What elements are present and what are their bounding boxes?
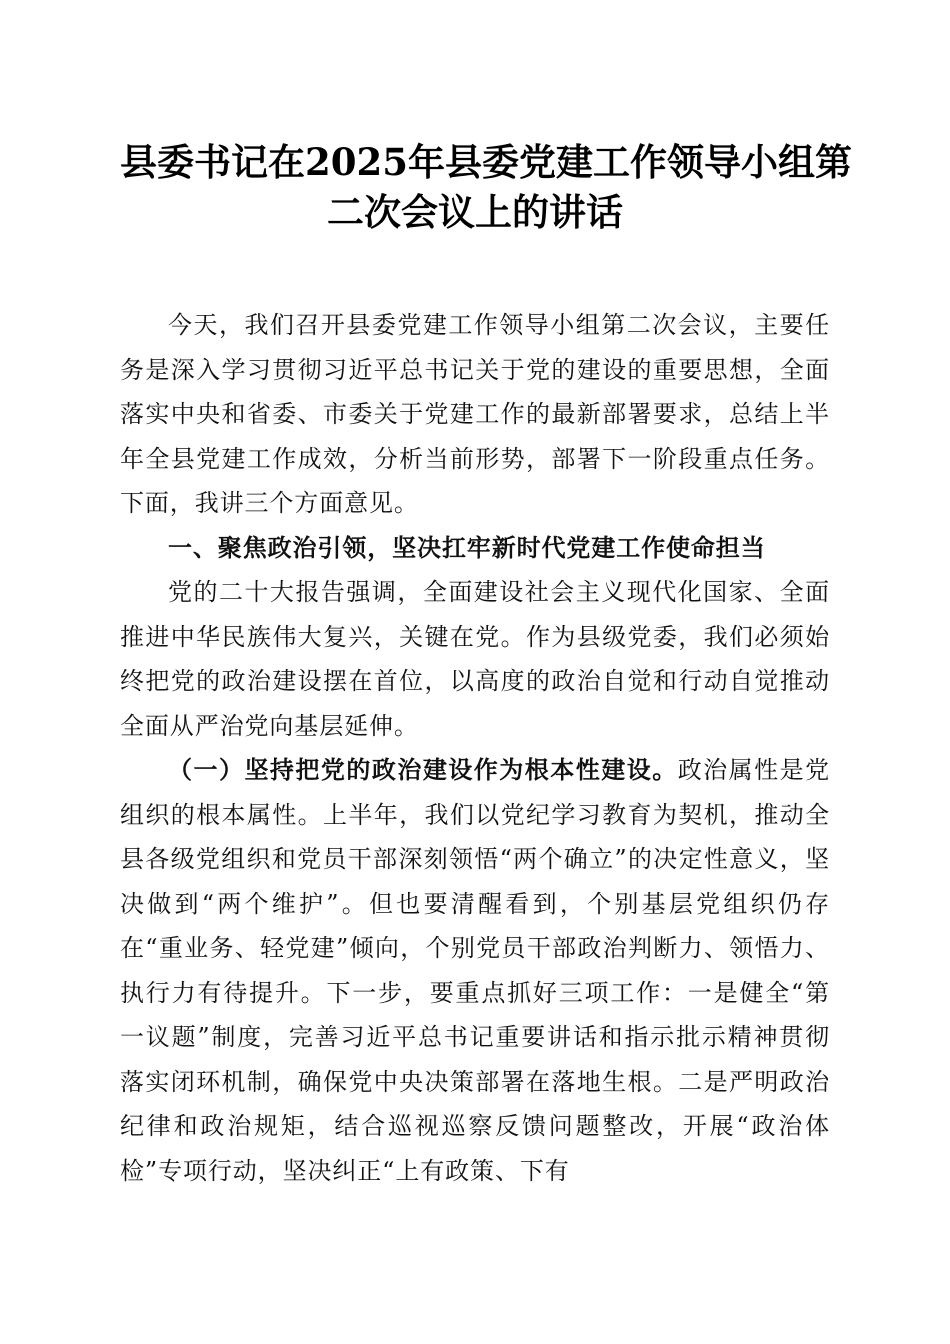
subsection-1-heading: （一）坚持把党的政治建设作为根本性建设。	[168, 755, 678, 784]
document-body	[120, 303, 830, 1193]
intro-text: 今天，我们召开县委党建工作领导小组第二次会议，主要任务是深入学习贯彻习近平总书记关于党的建设的重要思想，全面落实中央和省委、市委关于党建工作的最新部署要求，总结上半年全县党建工作成效，分析当前形势，部署下一阶段重点任务。下面，我讲三个方面意见。	[120, 311, 830, 517]
document-title	[120, 0, 852, 237]
subsection-1-text: 政治属性是党组织的根本属性。上半年，我们以党纪学习教育为契机，推动全县各级党组织和党员干部深刻领悟“两个确立”的决定性意义，坚决做到“两个维护”。但也要清醒看到，个别基层党组织仍存在“重业务、轻党建”倾向，个别党员干部政治判断力、领悟力、执行力有待提升。下一步，要重点抓好三项工作：一是健全“第一议题”制度，完善习近平总书记重要讲话和指示批示精神贯彻落实闭环机制，确保党中央决策部署在落地生根。二是严明政治纪律和政治规矩，结合巡视巡察反馈问题整改，开展“政治体检”专项行动，坚决纠正“上有政策、下有	[120, 756, 831, 1185]
section-1-heading: 一、聚焦政治引领，坚决扛牢新时代党建工作使命担当	[168, 532, 766, 562]
section-1-paragraph	[120, 570, 830, 748]
title-line-1: 县委书记在2025年县委党建工作领导小组第	[120, 140, 852, 184]
intro-paragraph	[120, 303, 830, 526]
subsection-1-paragraph	[120, 748, 830, 1193]
document-page	[120, 0, 852, 1193]
title-line-2: 二次会议上的讲话	[327, 190, 623, 234]
section-1-text: 党的二十大报告强调，全面建设社会主义现代化国家、全面推进中华民族伟大复兴，关键在党。作为县级党委，我们必须始终把党的政治建设摆在首位，以高度的政治自觉和行动自觉推动全面从严治党向基层延伸。	[120, 578, 830, 740]
